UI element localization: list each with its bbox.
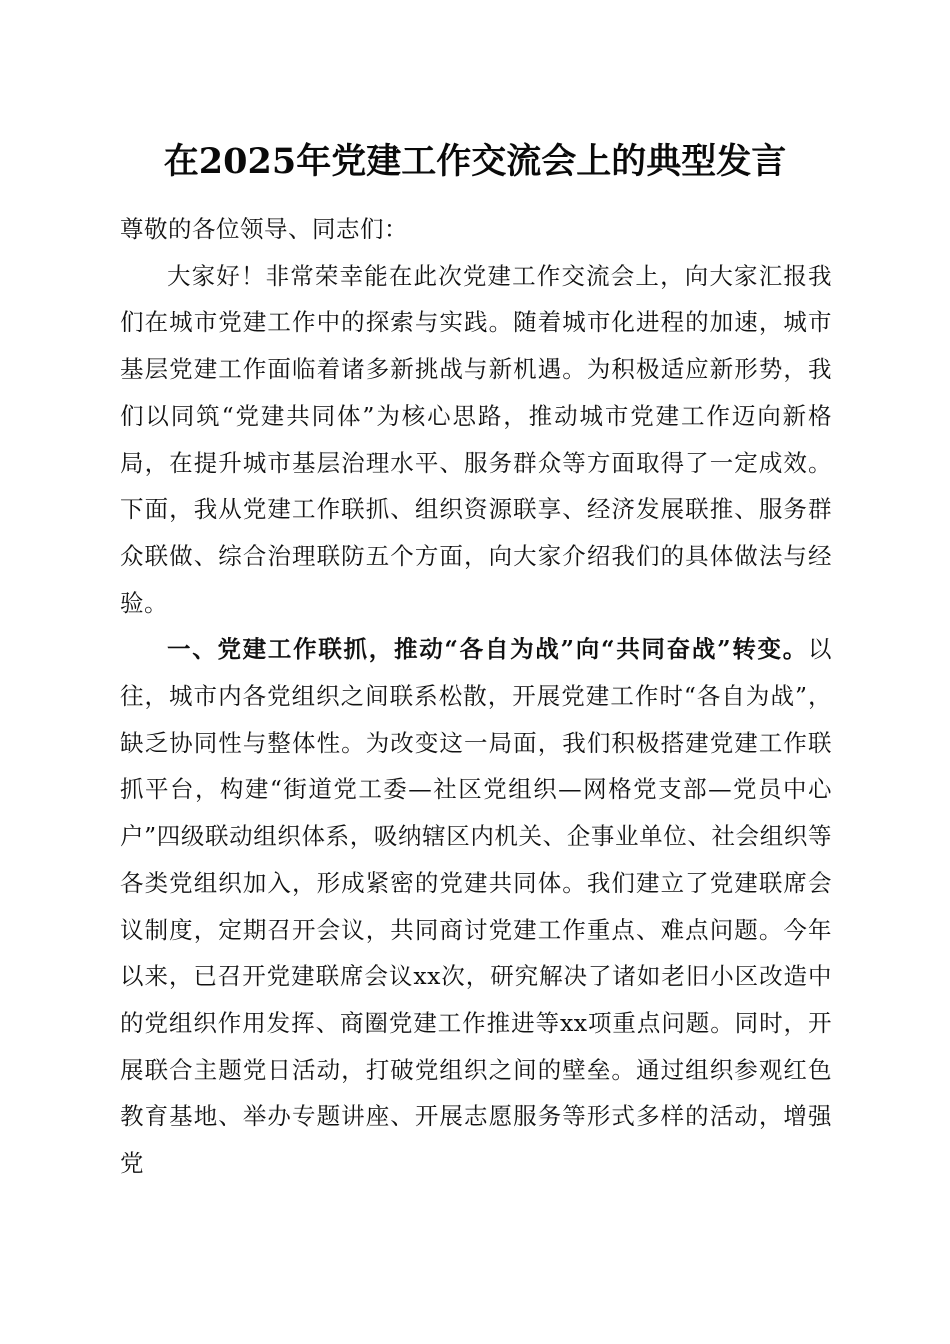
document-body [120,206,832,1187]
section-1-text: 以往，城市内各党组织之间联系松散，开展党建工作时“各自为战”，缺乏协同性与整体性。为改变这一局面，我们积极搭建党建工作联抓平台，构建“街道党工委—社区党组织—网格党支部—党员中心户”四级联动组织体系，吸纳辖区内机关、企事业单位、社会组织等各类党组织加入，形成紧密的党建共同体。我们建立了党建联席会议制度，定期召开会议，共同商讨党建工作重点、难点问题。今年以来，已召开党建联席会议xx次，研究解决了诸如老旧小区改造中的党组织作用发挥、商圈党建工作推进等xx项重点问题。同时，开展联合主题党日活动，打破党组织之间的壁垒。通过组织参观红色教育基地、举办专题讲座、开展志愿服务等形式多样的活动，增强党 [120,635,832,1178]
section-1-heading: 一、党建工作联抓，推动“各自为战”向“共同奋战”转变。 [167,635,808,664]
paragraph-section-1 [120,626,832,1186]
paragraph-intro-text: 大家好！非常荣幸能在此次党建工作交流会上，向大家汇报我们在城市党建工作中的探索与实践。随着城市化进程的加速，城市基层党建工作面临着诸多新挑战与新机遇。为积极适应新形势，我们以同筑“党建共同体”为核心思路，推动城市党建工作迈向新格局，在提升城市基层治理水平、服务群众等方面取得了一定成效。下面，我从党建工作联抓、组织资源联享、经济发展联推、服务群众联做、综合治理联防五个方面，向大家介绍我们的具体做法与经验。 [120,261,832,617]
document-title: 在2025年党建工作交流会上的典型发言 [163,141,787,182]
salutation: 尊敬的各位领导、同志们： [120,215,408,243]
paragraph-intro [120,253,832,627]
